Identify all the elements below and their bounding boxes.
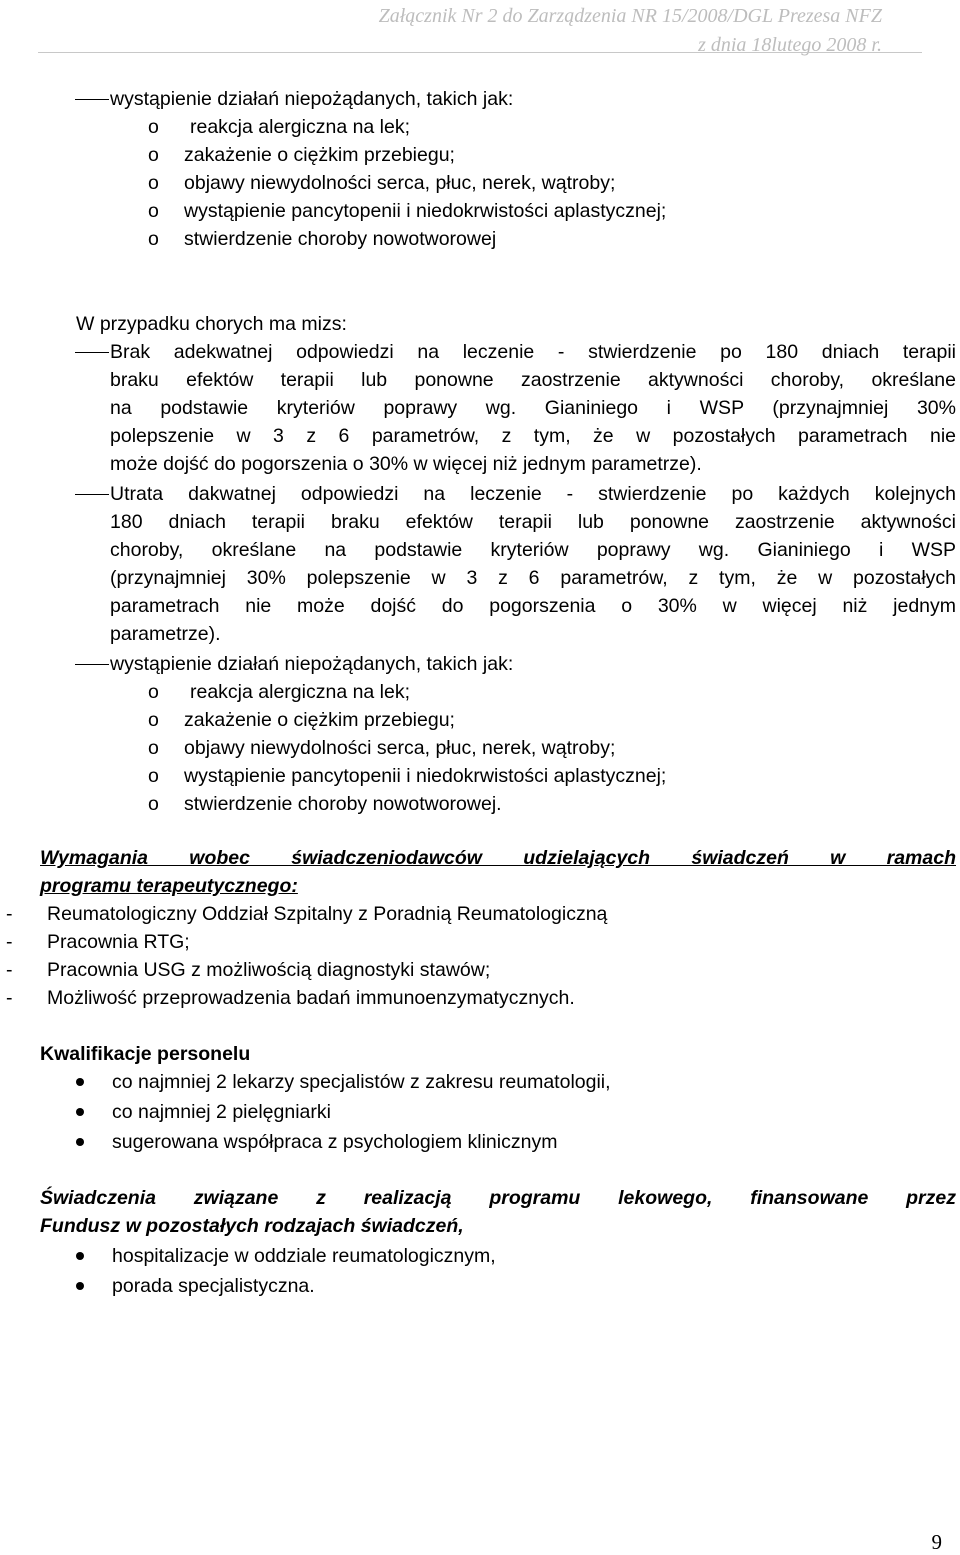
paragraph-line: Brak adekwatnej odpowiedzi na leczenie - stwierdzenie po 180 dniach terapii: [110, 341, 956, 363]
list-item: stwierdzenie choroby nowotworowej: [184, 228, 497, 250]
list-marker: -: [6, 959, 13, 981]
list-marker: -: [6, 931, 13, 953]
header-line-1: Załącznik Nr 2 do Zarządzenia NR 15/2008/DGL Prezesa NFZ: [378, 5, 882, 27]
paragraph-line: braku efektów terapii lub ponowne zaostrzenie aktywności choroby, określane: [110, 369, 956, 391]
list-marker: o: [148, 709, 159, 731]
list-item: objawy niewydolności serca, płuc, nerek, wątroby;: [184, 737, 616, 759]
list-item: stwierdzenie choroby nowotworowej.: [184, 793, 502, 815]
paragraph-line: na podstawie kryteriów poprawy wg. Gianiniego i WSP (przynajmniej 30%: [110, 397, 956, 419]
requirement-item: Reumatologiczny Oddział Szpitalny z Poradnią Reumatologiczną: [47, 903, 608, 925]
list-marker: o: [148, 228, 159, 250]
requirements-heading: [40, 844, 956, 900]
bullet-icon: [76, 1282, 84, 1290]
bullet-icon: [76, 1138, 84, 1146]
paragraph-line: choroby, określane na podstawie kryteriów poprawy wg. Gianiniego i WSP: [110, 539, 956, 561]
list-marker: o: [148, 765, 159, 787]
qualification-item: co najmniej 2 lekarzy specjalistów z zakresu reumatologii,: [112, 1071, 611, 1093]
paragraph-line: Utrata dakwatnej odpowiedzi na leczenie - stwierdzenie po każdych kolejnych: [110, 483, 956, 505]
dash-marker: [75, 494, 109, 495]
service-item: hospitalizacje w oddziale reumatologicznym,: [112, 1245, 496, 1267]
list-marker: o: [148, 681, 159, 703]
section-title-line: programu terapeutycznego:: [40, 875, 298, 897]
list-marker: -: [6, 987, 13, 1009]
list-item: zakażenie o ciężkim przebiegu;: [184, 709, 455, 731]
adverse-events-heading: wystąpienie działań niepożądanych, takich jak:: [110, 653, 514, 675]
paragraph-line: 180 dniach terapii braku efektów terapii lub ponowne zaostrzenie aktywności: [110, 511, 956, 533]
bullet-icon: [76, 1252, 84, 1260]
requirement-item: Pracownia RTG;: [47, 931, 190, 953]
requirement-item: Pracownia USG z możliwością diagnostyki stawów;: [47, 959, 491, 981]
adverse-events-heading: wystąpienie działań niepożądanych, takich jak:: [110, 88, 514, 110]
list-item: wystąpienie pancytopenii i niedokrwistości aplastycznej;: [184, 200, 667, 222]
section-title-line: Fundusz w pozostałych rodzajach świadczeń,: [40, 1215, 464, 1237]
list-item: reakcja alergiczna na lek;: [190, 681, 411, 703]
related-services-heading: [40, 1184, 956, 1240]
list-item: reakcja alergiczna na lek;: [190, 116, 411, 138]
section-title-line: Wymagania wobec świadczeniodawców udzielających świadczeń w ramach: [40, 847, 956, 869]
list-marker: o: [148, 200, 159, 222]
service-item: porada specjalistyczna.: [112, 1275, 315, 1297]
dash-marker: [75, 99, 109, 100]
qualification-item: co najmniej 2 pielęgniarki: [112, 1101, 331, 1123]
list-marker: o: [148, 144, 159, 166]
list-item: objawy niewydolności serca, płuc, nerek, wątroby;: [184, 172, 616, 194]
bullet-icon: [76, 1078, 84, 1086]
list-marker: o: [148, 172, 159, 194]
paragraph-line: parametrach nie może dojść do pogorszenia o 30% w więcej niż jednym: [110, 595, 956, 617]
dash-marker: [75, 352, 109, 353]
paragraph-line: parametrze).: [110, 623, 221, 645]
list-marker: o: [148, 737, 159, 759]
paragraph-line: może dojść do pogorszenia o 30% w więcej niż jednym parametrze).: [110, 453, 702, 475]
list-item: wystąpienie pancytopenii i niedokrwistości aplastycznej;: [184, 765, 667, 787]
list-item: zakażenie o ciężkim przebiegu;: [184, 144, 455, 166]
paragraph-line: (przynajmniej 30% polepszenie w 3 z 6 parametrów, z tym, że w pozostałych: [110, 567, 956, 589]
qualification-item: sugerowana współpraca z psychologiem klinicznym: [112, 1131, 558, 1153]
header-divider: [38, 52, 922, 53]
bullet-icon: [76, 1108, 84, 1116]
requirement-item: Możliwość przeprowadzenia badań immunoenzymatycznych.: [47, 987, 575, 1009]
header-line-2: z dnia 18lutego 2008 r.: [698, 34, 882, 56]
section-title-line: Świadczenia związane z realizacją programu lekowego, finansowane przez: [40, 1187, 956, 1209]
page-number: 9: [931, 1530, 942, 1554]
paragraph-line: polepszenie w 3 z 6 parametrów, z tym, że w pozostałych parametrach nie: [110, 425, 956, 447]
list-marker: -: [6, 903, 13, 925]
staff-qualifications-heading: Kwalifikacje personelu: [40, 1043, 251, 1065]
dash-marker: [75, 664, 109, 665]
patients-intro: W przypadku chorych ma mizs:: [76, 313, 347, 335]
list-marker: o: [148, 116, 159, 138]
list-marker: o: [148, 793, 159, 815]
